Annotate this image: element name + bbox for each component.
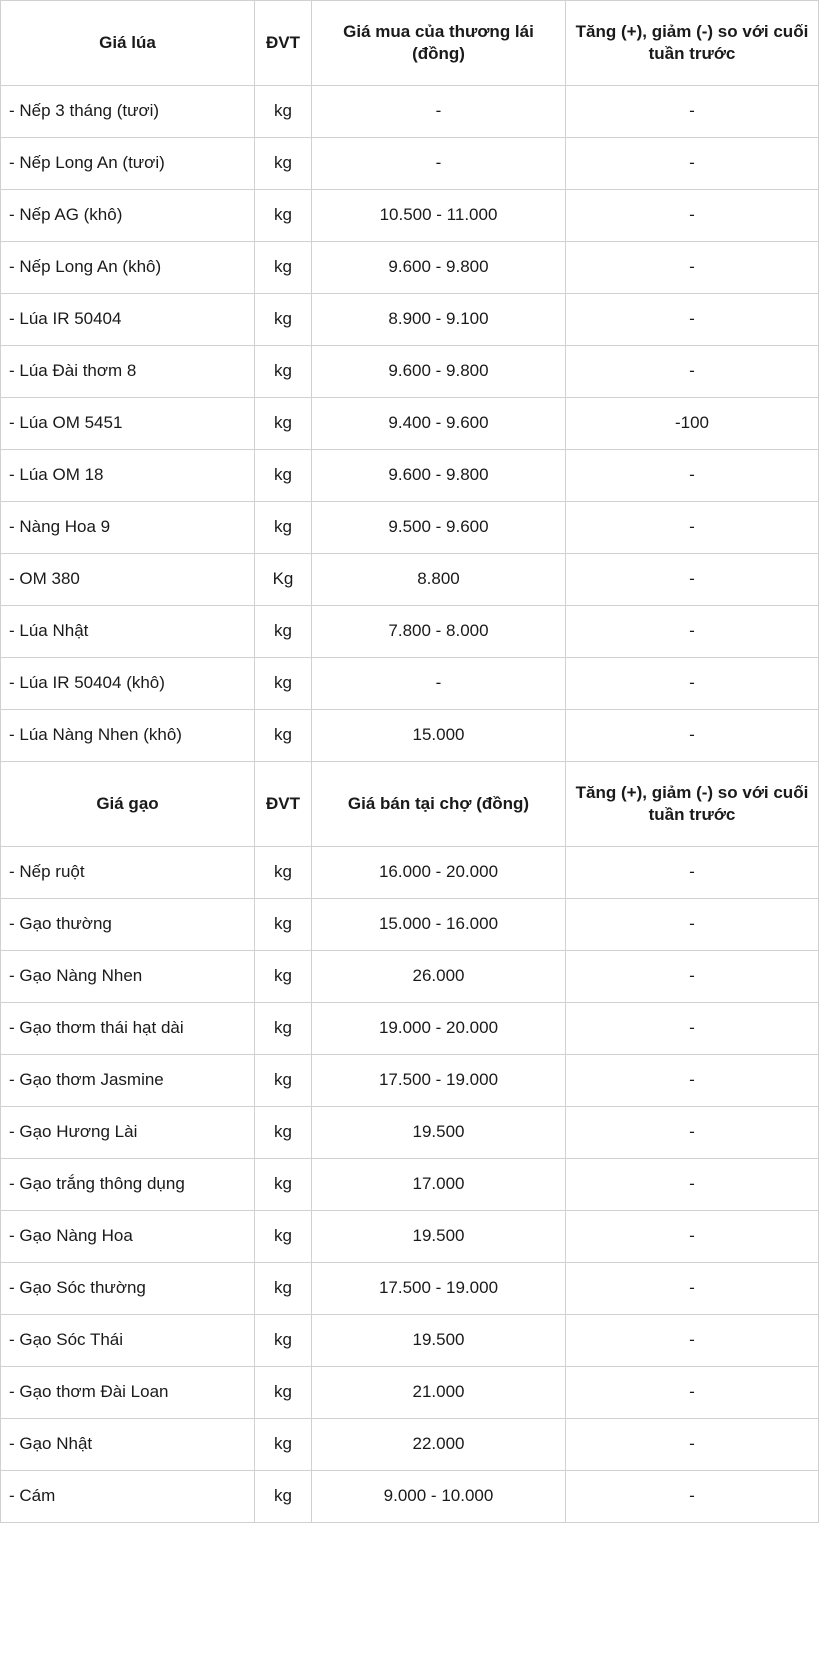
row-unit: kg xyxy=(255,1211,312,1263)
row-commodity-name: - Gạo thơm Đài Loan xyxy=(1,1367,255,1419)
row-price: 9.000 - 10.000 xyxy=(312,1471,566,1523)
row-price: 21.000 xyxy=(312,1367,566,1419)
row-unit: kg xyxy=(255,1003,312,1055)
row-unit: kg xyxy=(255,346,312,398)
section-header-title: Giá lúa xyxy=(1,1,255,86)
row-unit: kg xyxy=(255,899,312,951)
table-row xyxy=(1,847,819,899)
row-price: 19.500 xyxy=(312,1211,566,1263)
row-price: - xyxy=(312,138,566,190)
row-change: - xyxy=(566,138,819,190)
row-commodity-name: - Lúa OM 5451 xyxy=(1,398,255,450)
section-header-row xyxy=(1,1,819,86)
row-commodity-name: - Nếp ruột xyxy=(1,847,255,899)
row-commodity-name: - Gạo thơm thái hạt dài xyxy=(1,1003,255,1055)
row-price: 8.900 - 9.100 xyxy=(312,294,566,346)
row-commodity-name: - Nếp AG (khô) xyxy=(1,190,255,242)
row-unit: kg xyxy=(255,606,312,658)
row-unit: kg xyxy=(255,1263,312,1315)
row-price: 9.600 - 9.800 xyxy=(312,450,566,502)
row-price: 9.600 - 9.800 xyxy=(312,242,566,294)
table-row xyxy=(1,294,819,346)
row-price: 19.500 xyxy=(312,1107,566,1159)
section-header-change: Tăng (+), giảm (-) so với cuối tuần trước xyxy=(566,762,819,847)
row-change: -100 xyxy=(566,398,819,450)
section-header-price: Giá bán tại chợ (đồng) xyxy=(312,762,566,847)
row-change: - xyxy=(566,1315,819,1367)
row-price: 26.000 xyxy=(312,951,566,1003)
row-change: - xyxy=(566,1419,819,1471)
row-unit: kg xyxy=(255,658,312,710)
row-unit: kg xyxy=(255,1055,312,1107)
row-change: - xyxy=(566,190,819,242)
row-change: - xyxy=(566,1003,819,1055)
row-unit: kg xyxy=(255,242,312,294)
row-unit: kg xyxy=(255,398,312,450)
row-change: - xyxy=(566,847,819,899)
table-row xyxy=(1,1107,819,1159)
section-header-unit: ĐVT xyxy=(255,762,312,847)
section-header-unit: ĐVT xyxy=(255,1,312,86)
row-price: 9.600 - 9.800 xyxy=(312,346,566,398)
row-change: - xyxy=(566,1471,819,1523)
table-row xyxy=(1,1367,819,1419)
row-commodity-name: - Gạo Sóc thường xyxy=(1,1263,255,1315)
section-header-title: Giá gạo xyxy=(1,762,255,847)
row-unit: kg xyxy=(255,1367,312,1419)
table-row xyxy=(1,1471,819,1523)
row-change: - xyxy=(566,1263,819,1315)
row-commodity-name: - Gạo Sóc Thái xyxy=(1,1315,255,1367)
row-price: 7.800 - 8.000 xyxy=(312,606,566,658)
row-price: 19.000 - 20.000 xyxy=(312,1003,566,1055)
table-row xyxy=(1,1315,819,1367)
row-commodity-name: - Gạo Nàng Nhen xyxy=(1,951,255,1003)
row-unit: kg xyxy=(255,450,312,502)
row-unit: kg xyxy=(255,190,312,242)
row-price: 15.000 - 16.000 xyxy=(312,899,566,951)
row-commodity-name: - Lúa IR 50404 (khô) xyxy=(1,658,255,710)
row-price: - xyxy=(312,658,566,710)
table-row xyxy=(1,190,819,242)
row-commodity-name: - Nếp Long An (khô) xyxy=(1,242,255,294)
row-change: - xyxy=(566,1107,819,1159)
row-unit: kg xyxy=(255,138,312,190)
table-row xyxy=(1,502,819,554)
row-change: - xyxy=(566,1159,819,1211)
row-change: - xyxy=(566,294,819,346)
row-unit: kg xyxy=(255,1107,312,1159)
table-row xyxy=(1,658,819,710)
row-commodity-name: - Lúa OM 18 xyxy=(1,450,255,502)
table-row xyxy=(1,899,819,951)
row-price: 17.500 - 19.000 xyxy=(312,1055,566,1107)
row-commodity-name: - Nếp 3 tháng (tươi) xyxy=(1,86,255,138)
row-price: - xyxy=(312,86,566,138)
table-row xyxy=(1,1003,819,1055)
section-header-change: Tăng (+), giảm (-) so với cuối tuần trước xyxy=(566,1,819,86)
table-row xyxy=(1,346,819,398)
table-row xyxy=(1,554,819,606)
row-commodity-name: - Gạo thơm Jasmine xyxy=(1,1055,255,1107)
row-commodity-name: - Lúa Nàng Nhen (khô) xyxy=(1,710,255,762)
row-commodity-name: - OM 380 xyxy=(1,554,255,606)
row-change: - xyxy=(566,606,819,658)
row-price: 8.800 xyxy=(312,554,566,606)
table-row xyxy=(1,606,819,658)
row-commodity-name: - Lúa Nhật xyxy=(1,606,255,658)
table-row xyxy=(1,242,819,294)
row-price: 19.500 xyxy=(312,1315,566,1367)
row-commodity-name: - Gạo thường xyxy=(1,899,255,951)
row-change: - xyxy=(566,450,819,502)
table-row xyxy=(1,398,819,450)
section-header-price: Giá mua của thương lái (đồng) xyxy=(312,1,566,86)
row-unit: kg xyxy=(255,86,312,138)
table-row xyxy=(1,710,819,762)
table-row xyxy=(1,1159,819,1211)
row-unit: Kg xyxy=(255,554,312,606)
row-commodity-name: - Nếp Long An (tươi) xyxy=(1,138,255,190)
row-unit: kg xyxy=(255,951,312,1003)
row-change: - xyxy=(566,346,819,398)
row-commodity-name: - Lúa IR 50404 xyxy=(1,294,255,346)
table-row xyxy=(1,951,819,1003)
row-unit: kg xyxy=(255,502,312,554)
row-price: 17.500 - 19.000 xyxy=(312,1263,566,1315)
row-unit: kg xyxy=(255,294,312,346)
table-row xyxy=(1,1419,819,1471)
table-row xyxy=(1,86,819,138)
table-row xyxy=(1,1055,819,1107)
row-commodity-name: - Gạo Nhật xyxy=(1,1419,255,1471)
section-header-row xyxy=(1,762,819,847)
row-commodity-name: - Nàng Hoa 9 xyxy=(1,502,255,554)
row-commodity-name: - Cám xyxy=(1,1471,255,1523)
row-change: - xyxy=(566,951,819,1003)
table-row xyxy=(1,1211,819,1263)
row-commodity-name: - Gạo trắng thông dụng xyxy=(1,1159,255,1211)
row-change: - xyxy=(566,86,819,138)
table-row xyxy=(1,450,819,502)
row-change: - xyxy=(566,1055,819,1107)
row-change: - xyxy=(566,710,819,762)
row-change: - xyxy=(566,899,819,951)
row-price: 9.400 - 9.600 xyxy=(312,398,566,450)
row-unit: kg xyxy=(255,1471,312,1523)
table-row xyxy=(1,1263,819,1315)
row-unit: kg xyxy=(255,1419,312,1471)
row-price: 17.000 xyxy=(312,1159,566,1211)
row-change: - xyxy=(566,1367,819,1419)
row-unit: kg xyxy=(255,710,312,762)
row-change: - xyxy=(566,242,819,294)
row-change: - xyxy=(566,502,819,554)
row-commodity-name: - Gạo Hương Lài xyxy=(1,1107,255,1159)
row-commodity-name: - Lúa Đài thơm 8 xyxy=(1,346,255,398)
row-unit: kg xyxy=(255,847,312,899)
table-row xyxy=(1,138,819,190)
row-change: - xyxy=(566,1211,819,1263)
row-price: 9.500 - 9.600 xyxy=(312,502,566,554)
row-price: 15.000 xyxy=(312,710,566,762)
price-table-body xyxy=(1,1,819,1523)
row-change: - xyxy=(566,554,819,606)
row-commodity-name: - Gạo Nàng Hoa xyxy=(1,1211,255,1263)
row-unit: kg xyxy=(255,1315,312,1367)
row-price: 16.000 - 20.000 xyxy=(312,847,566,899)
row-unit: kg xyxy=(255,1159,312,1211)
row-price: 22.000 xyxy=(312,1419,566,1471)
row-change: - xyxy=(566,658,819,710)
row-price: 10.500 - 11.000 xyxy=(312,190,566,242)
